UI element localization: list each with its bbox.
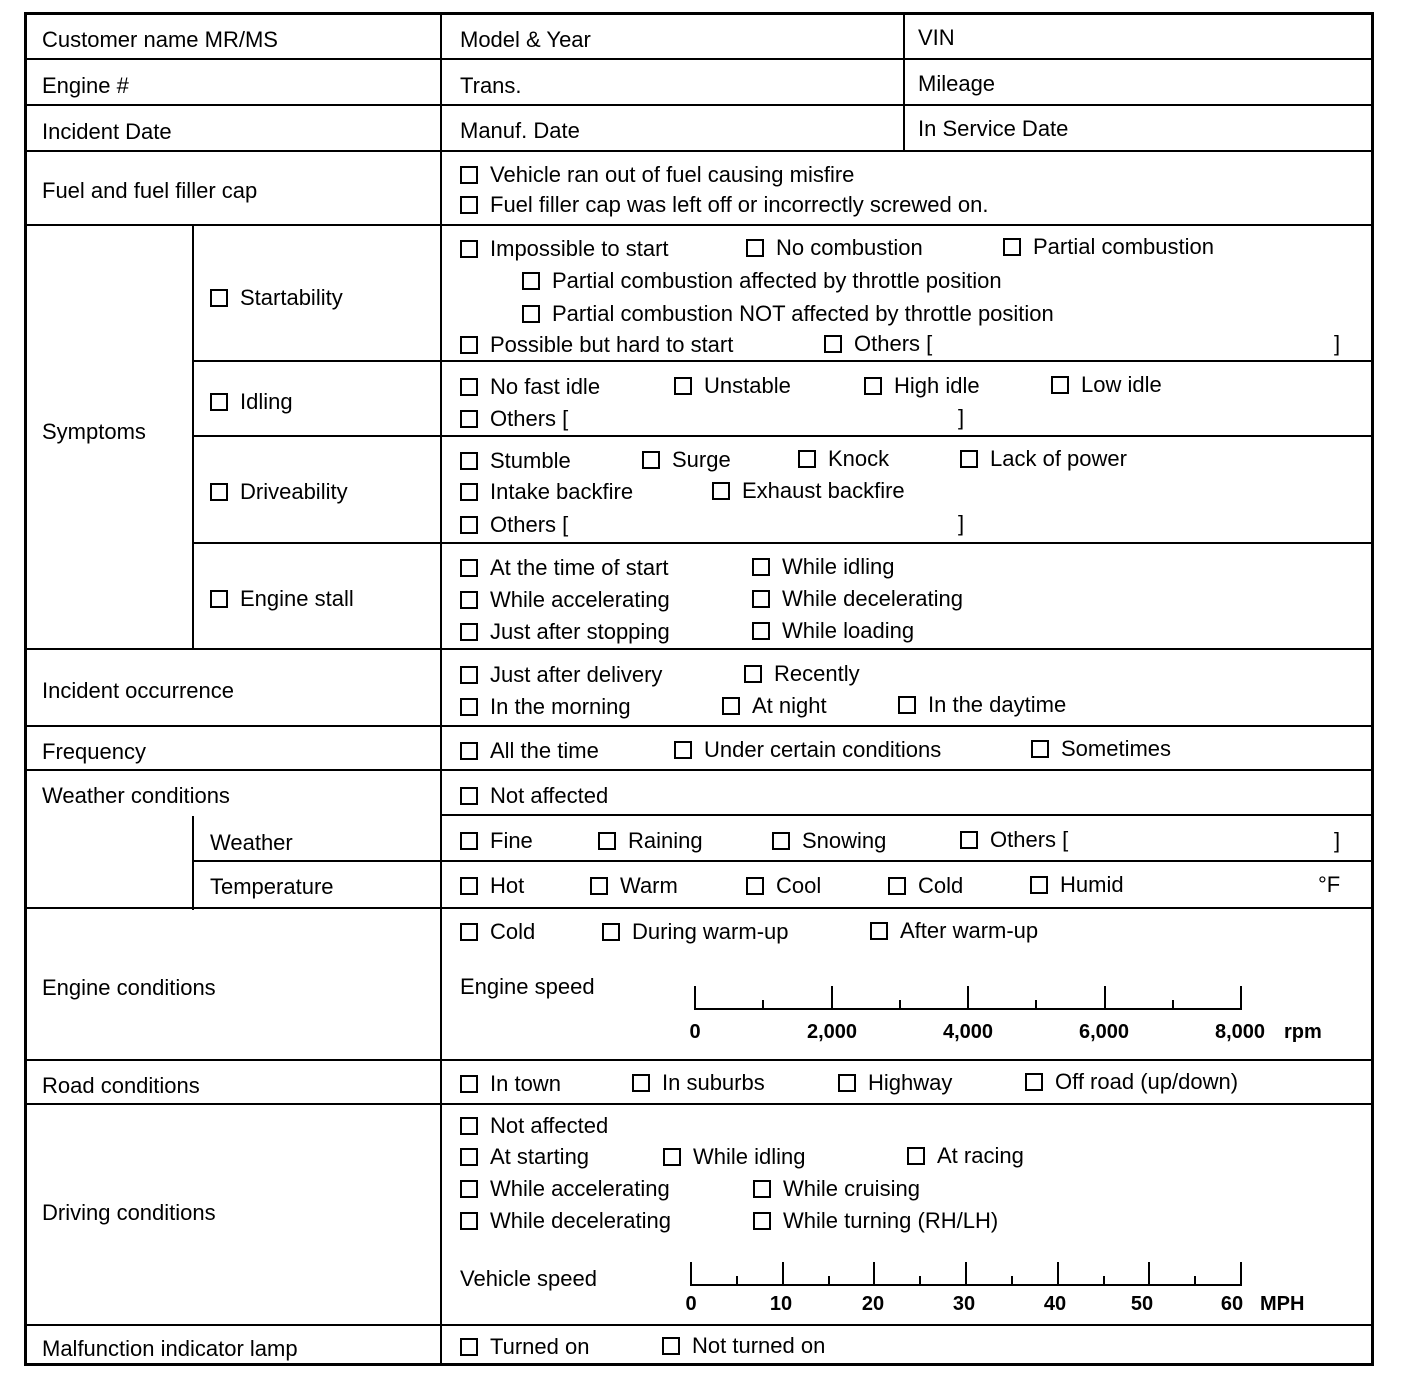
engine-cold[interactable]: Cold — [460, 920, 535, 944]
row-divider — [24, 1059, 1374, 1061]
driving-while-cruising[interactable]: While cruising — [753, 1177, 920, 1201]
checkbox[interactable] — [460, 240, 478, 258]
checkbox[interactable] — [1025, 1073, 1043, 1091]
stall-while-loading[interactable]: While loading — [752, 619, 914, 643]
checkbox[interactable] — [1030, 876, 1048, 894]
minor-tick — [1103, 1276, 1105, 1286]
idling-high-idle[interactable]: High idle — [864, 374, 980, 398]
checkbox[interactable] — [460, 410, 478, 428]
mil-not-turned-on[interactable]: Not turned on — [662, 1334, 825, 1358]
row-divider — [24, 58, 1374, 60]
temperature-warm[interactable]: Warm — [590, 874, 678, 898]
road-in-suburbs[interactable]: In suburbs — [632, 1071, 765, 1095]
driving-not-affected[interactable]: Not affected — [460, 1114, 608, 1138]
major-tick — [1240, 1262, 1242, 1286]
column-divider-symptoms — [192, 226, 194, 650]
temperature-unit: °F — [1318, 872, 1341, 897]
mph-label-40: 40 — [1043, 1293, 1067, 1315]
checkbox[interactable] — [824, 335, 842, 353]
vehicle-speed-label: Vehicle speed — [460, 1266, 597, 1291]
road-in-town[interactable]: In town — [460, 1072, 561, 1096]
checkbox[interactable] — [460, 591, 478, 609]
rpm-label-4000: 4,000 — [942, 1021, 994, 1043]
trans-label: Trans. — [460, 73, 522, 98]
rpm-label-0: 0 — [689, 1021, 701, 1043]
checkbox[interactable] — [772, 832, 790, 850]
mph-label-30: 30 — [952, 1293, 976, 1315]
minor-tick — [736, 1276, 738, 1286]
row-divider — [192, 542, 1374, 544]
checkbox[interactable] — [1031, 740, 1049, 758]
minor-tick — [919, 1276, 921, 1286]
row-divider — [192, 435, 1374, 437]
checkbox[interactable] — [674, 377, 692, 395]
checkbox[interactable] — [662, 1337, 680, 1355]
row-divider — [24, 224, 1374, 226]
driveability-exhaust-backfire[interactable]: Exhaust backfire — [712, 479, 905, 503]
driveability-lack-of-power[interactable]: Lack of power — [960, 447, 1127, 471]
road-highway[interactable]: Highway — [838, 1071, 952, 1095]
manuf-date-label: Manuf. Date — [460, 118, 580, 143]
weather-conditions-label: Weather conditions — [42, 783, 230, 808]
minor-tick — [1172, 1000, 1174, 1010]
checkbox[interactable] — [753, 1212, 771, 1230]
checkbox[interactable] — [752, 590, 770, 608]
occurrence-recently[interactable]: Recently — [744, 662, 860, 686]
frequency-certain-conditions[interactable]: Under certain conditions — [674, 738, 941, 762]
mph-label-20: 20 — [861, 1293, 885, 1315]
checkbox[interactable] — [960, 831, 978, 849]
major-tick — [694, 986, 696, 1010]
idling-no-fast-idle[interactable]: No fast idle — [460, 375, 600, 399]
checkbox[interactable] — [210, 289, 228, 307]
minor-tick — [899, 1000, 901, 1010]
major-tick — [690, 1262, 692, 1286]
checkbox[interactable] — [460, 742, 478, 760]
checkbox[interactable] — [522, 305, 540, 323]
checkbox[interactable] — [746, 239, 764, 257]
stall-while-decelerating[interactable]: While decelerating — [752, 587, 963, 611]
checkbox[interactable] — [210, 483, 228, 501]
rpm-unit: rpm — [1284, 1021, 1322, 1043]
symptoms-label: Symptoms — [42, 419, 146, 444]
checkbox[interactable] — [460, 1180, 478, 1198]
stall-time-of-start[interactable]: At the time of start — [460, 556, 669, 580]
checkbox[interactable] — [960, 450, 978, 468]
minor-tick — [762, 1000, 764, 1010]
checkbox[interactable] — [907, 1147, 925, 1165]
checkbox[interactable] — [752, 622, 770, 640]
startability-partial[interactable]: Partial combustion — [1003, 235, 1214, 259]
startability-others[interactable]: Others [ — [824, 332, 932, 356]
driving-while-turning[interactable]: While turning (RH/LH) — [753, 1209, 998, 1233]
weather-fine[interactable]: Fine — [460, 829, 533, 853]
startability-bracket: ] — [1334, 331, 1341, 356]
mil-turned-on[interactable]: Turned on — [460, 1335, 589, 1359]
row-divider — [24, 150, 1374, 152]
startability-partial-affected[interactable]: Partial combustion affected by throttle position — [522, 269, 1002, 293]
startability-partial-not-affected[interactable]: Partial combustion NOT affected by throttle position — [522, 302, 1054, 326]
checkbox[interactable] — [460, 923, 478, 941]
mph-label-10: 10 — [769, 1293, 793, 1315]
occurrence-just-after-delivery[interactable]: Just after delivery — [460, 663, 662, 687]
column-divider-header — [903, 12, 905, 152]
road-conditions-label: Road conditions — [42, 1073, 200, 1098]
checkbox[interactable] — [590, 877, 608, 895]
mph-label-0: 0 — [685, 1293, 697, 1315]
model-year-label: Model & Year — [460, 27, 591, 52]
checkbox[interactable] — [632, 1074, 650, 1092]
row-divider — [24, 769, 1374, 771]
checkbox[interactable] — [753, 1180, 771, 1198]
stall-while-accelerating[interactable]: While accelerating — [460, 588, 670, 612]
stall-while-idling[interactable]: While idling — [752, 555, 895, 579]
checkbox[interactable] — [460, 1148, 478, 1166]
checkbox[interactable] — [460, 1117, 478, 1135]
weather-bracket: ] — [1334, 828, 1341, 853]
driveability-others[interactable]: Others [ — [460, 513, 568, 537]
startability-no-combustion[interactable]: No combustion — [746, 236, 923, 260]
major-tick — [1240, 986, 1242, 1010]
driveability-checkbox[interactable]: Driveability — [210, 480, 348, 504]
in-service-date-label: In Service Date — [918, 116, 1069, 141]
temperature-cool[interactable]: Cool — [746, 874, 821, 898]
checkbox[interactable] — [838, 1074, 856, 1092]
column-divider — [440, 12, 442, 1366]
checkbox[interactable] — [663, 1148, 681, 1166]
row-divider — [24, 1324, 1374, 1326]
checkbox[interactable] — [460, 698, 478, 716]
checkbox[interactable] — [1051, 376, 1069, 394]
vin-label: VIN — [918, 25, 955, 50]
checkbox[interactable] — [712, 482, 730, 500]
occurrence-morning[interactable]: In the morning — [460, 695, 631, 719]
minor-tick — [1194, 1276, 1196, 1286]
temperature-humid[interactable]: Humid — [1030, 873, 1124, 897]
column-divider-weather — [192, 816, 194, 910]
checkbox[interactable] — [602, 923, 620, 941]
temperature-label: Temperature — [210, 874, 334, 899]
major-tick — [873, 1262, 875, 1286]
minor-tick — [1035, 1000, 1037, 1010]
driving-conditions-label: Driving conditions — [42, 1200, 216, 1225]
rpm-label-6000: 6,000 — [1078, 1021, 1130, 1043]
driving-at-starting[interactable]: At starting — [460, 1145, 589, 1169]
rpm-label-2000: 2,000 — [806, 1021, 858, 1043]
checkbox[interactable] — [460, 1338, 478, 1356]
row-divider — [24, 725, 1374, 727]
minor-tick — [828, 1276, 830, 1286]
startability-checkbox[interactable]: Startability — [210, 286, 343, 310]
checkbox[interactable] — [1003, 238, 1021, 256]
driving-at-racing[interactable]: At racing — [907, 1144, 1024, 1168]
weather-snowing[interactable]: Snowing — [772, 829, 886, 853]
mph-label-50: 50 — [1130, 1293, 1154, 1315]
frequency-label: Frequency — [42, 739, 146, 764]
checkbox[interactable] — [752, 558, 770, 576]
driving-while-idling[interactable]: While idling — [663, 1145, 806, 1169]
engine-during-warm-up[interactable]: During warm-up — [602, 920, 789, 944]
minor-tick — [1011, 1276, 1013, 1286]
major-tick — [967, 986, 969, 1010]
checkbox[interactable] — [460, 832, 478, 850]
checkbox[interactable] — [460, 336, 478, 354]
occurrence-night[interactable]: At night — [722, 694, 827, 718]
checkbox[interactable] — [864, 377, 882, 395]
startability-hard-to-start[interactable]: Possible but hard to start — [460, 333, 733, 357]
driveability-stumble[interactable]: Stumble — [460, 449, 571, 473]
checkbox[interactable] — [522, 272, 540, 290]
checkbox[interactable] — [744, 665, 762, 683]
road-off-road[interactable]: Off road (up/down) — [1025, 1070, 1238, 1094]
engine-speed-label: Engine speed — [460, 974, 595, 999]
occurrence-daytime[interactable]: In the daytime — [898, 693, 1066, 717]
fuel-label: Fuel and fuel filler cap — [42, 178, 258, 203]
row-divider — [192, 860, 1374, 862]
idling-low-idle[interactable]: Low idle — [1051, 373, 1162, 397]
checkbox[interactable] — [870, 922, 888, 940]
idling-others[interactable]: Others [ — [460, 407, 568, 431]
frequency-sometimes[interactable]: Sometimes — [1031, 737, 1171, 761]
engine-conditions-label: Engine conditions — [42, 975, 216, 1000]
weather-label: Weather — [210, 830, 293, 855]
checkbox[interactable] — [460, 787, 478, 805]
rpm-label-8000: 8,000 — [1214, 1021, 1266, 1043]
row-divider — [24, 648, 1374, 650]
checkbox[interactable] — [210, 590, 228, 608]
checkbox[interactable] — [460, 559, 478, 577]
idling-unstable[interactable]: Unstable — [674, 374, 791, 398]
incident-occurrence-label: Incident occurrence — [42, 678, 234, 703]
driveability-knock[interactable]: Knock — [798, 447, 889, 471]
major-tick — [1148, 1262, 1150, 1286]
row-divider — [440, 814, 1374, 816]
weather-raining[interactable]: Raining — [598, 829, 703, 853]
mil-label: Malfunction indicator lamp — [42, 1336, 298, 1361]
startability-impossible[interactable]: Impossible to start — [460, 237, 669, 261]
checkbox[interactable] — [210, 393, 228, 411]
fuel-option-ran-out[interactable]: Vehicle ran out of fuel causing misfire — [460, 163, 854, 187]
major-tick — [831, 986, 833, 1010]
idling-bracket: ] — [958, 405, 965, 430]
stall-just-after-stopping[interactable]: Just after stopping — [460, 620, 670, 644]
mph-label-60: 60 — [1220, 1293, 1244, 1315]
checkbox[interactable] — [642, 451, 660, 469]
temperature-hot[interactable]: Hot — [460, 874, 524, 898]
major-tick — [782, 1262, 784, 1286]
customer-name-label: Customer name MR/MS — [42, 27, 278, 52]
row-divider — [192, 360, 1374, 362]
engine-stall-checkbox[interactable]: Engine stall — [210, 587, 354, 611]
checkbox[interactable] — [460, 452, 478, 470]
engine-number-label: Engine # — [42, 73, 129, 98]
fuel-option-cap[interactable]: Fuel filler cap was left off or incorrectly screwed on. — [460, 193, 988, 217]
checkbox[interactable] — [460, 1212, 478, 1230]
checkbox[interactable] — [460, 166, 478, 184]
driveability-intake-backfire[interactable]: Intake backfire — [460, 480, 633, 504]
checkbox[interactable] — [888, 877, 906, 895]
checkbox[interactable] — [722, 697, 740, 715]
driving-while-accelerating[interactable]: While accelerating — [460, 1177, 670, 1201]
weather-not-affected[interactable]: Not affected — [460, 784, 608, 808]
row-divider — [24, 907, 1374, 909]
driveability-surge[interactable]: Surge — [642, 448, 731, 472]
checkbox[interactable] — [460, 483, 478, 501]
checkbox[interactable] — [598, 832, 616, 850]
checkbox[interactable] — [460, 516, 478, 534]
checkbox[interactable] — [460, 1075, 478, 1093]
checkbox[interactable] — [460, 877, 478, 895]
major-tick — [1104, 986, 1106, 1010]
engine-after-warm-up[interactable]: After warm-up — [870, 919, 1038, 943]
frequency-all-the-time[interactable]: All the time — [460, 739, 599, 763]
weather-others[interactable]: Others [ — [960, 828, 1068, 852]
row-divider — [24, 104, 1374, 106]
driveability-bracket: ] — [958, 511, 965, 536]
checkbox[interactable] — [460, 196, 478, 214]
mph-unit: MPH — [1260, 1293, 1305, 1315]
checkbox[interactable] — [460, 623, 478, 641]
checkbox[interactable] — [898, 696, 916, 714]
row-divider — [24, 1103, 1374, 1105]
temperature-cold[interactable]: Cold — [888, 874, 963, 898]
checkbox[interactable] — [798, 450, 816, 468]
idling-checkbox[interactable]: Idling — [210, 390, 293, 414]
major-tick — [1057, 1262, 1059, 1286]
incident-date-label: Incident Date — [42, 119, 172, 144]
checkbox[interactable] — [460, 378, 478, 396]
driving-while-decelerating[interactable]: While decelerating — [460, 1209, 671, 1233]
checkbox[interactable] — [460, 666, 478, 684]
checkbox[interactable] — [674, 741, 692, 759]
checkbox[interactable] — [746, 877, 764, 895]
major-tick — [965, 1262, 967, 1286]
mileage-label: Mileage — [918, 71, 996, 96]
